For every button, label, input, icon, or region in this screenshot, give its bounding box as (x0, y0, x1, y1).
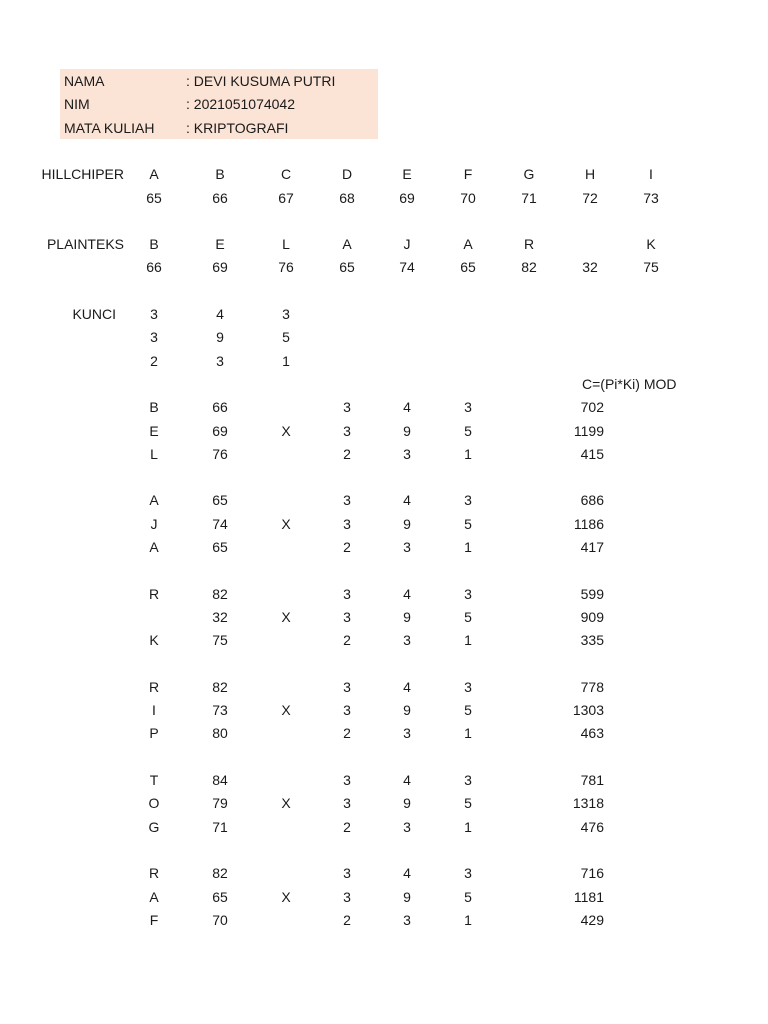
block-char: G (148, 818, 160, 835)
block-key-cell: 9 (403, 702, 411, 719)
block-code: 74 (212, 515, 228, 532)
plaintext-code: 69 (212, 259, 228, 276)
multiply-sign: X (281, 888, 291, 905)
alphabet-letter: F (463, 166, 473, 183)
block-key-cell: 4 (403, 865, 411, 882)
block-key-cell: 3 (464, 585, 472, 602)
block-key-cell: 1 (464, 445, 472, 462)
key-matrix-cell: 2 (150, 352, 158, 369)
block-key-cell: 4 (403, 772, 411, 788)
header-label: NAMA (64, 73, 105, 89)
alphabet-letter: I (649, 166, 653, 183)
block-code: 79 (212, 795, 228, 812)
block-code: 82 (212, 678, 228, 695)
block-key-cell: 3 (343, 702, 351, 719)
block-key-cell: 3 (464, 678, 472, 695)
block-key-cell: 3 (343, 585, 351, 602)
block-key-cell: 9 (403, 515, 411, 532)
block-key-cell: 3 (464, 399, 472, 416)
header-value: : KRIPTOGRAFI (186, 119, 289, 136)
block-result: 702 (580, 399, 604, 416)
block-key-cell: 2 (343, 911, 351, 928)
block-key-cell: 2 (343, 445, 351, 462)
block-code: 65 (212, 539, 228, 555)
block-char: I (152, 702, 156, 719)
block-result: 335 (580, 632, 604, 649)
block-result: 1186 (573, 515, 604, 532)
block-code: 66 (212, 399, 228, 416)
alphabet-code: 71 (521, 189, 537, 206)
plaintext-letter: B (149, 236, 159, 253)
plaintext-code: 65 (339, 259, 355, 276)
block-char: P (149, 725, 159, 742)
block-code: 32 (212, 608, 228, 625)
alphabet-letter: G (523, 166, 535, 183)
alphabet-code: 67 (278, 189, 294, 206)
block-char (124, 606, 184, 628)
alphabet-label: HILLCHIPER (41, 166, 124, 183)
block-key-cell: 3 (464, 865, 472, 882)
block-key-cell: 3 (403, 818, 411, 835)
plaintext-letter: J (403, 236, 411, 253)
block-key-cell: 3 (343, 772, 351, 788)
block-key-cell: 1 (464, 632, 472, 649)
block-key-cell: 3 (464, 492, 472, 509)
block-key-cell: 3 (403, 445, 411, 462)
plaintext-letter: A (463, 236, 473, 253)
block-result: 909 (580, 608, 604, 625)
plaintext-letter: L (282, 236, 290, 253)
block-result: 463 (580, 725, 604, 742)
alphabet-code: 68 (339, 189, 355, 206)
block-char: F (149, 911, 159, 928)
block-key-cell: 3 (343, 678, 351, 695)
block-key-cell: 5 (464, 795, 472, 812)
block-result: 716 (580, 865, 604, 882)
plaintext-letter: R (523, 236, 535, 253)
key-matrix-cell: 1 (282, 352, 290, 369)
block-key-cell: 2 (343, 539, 351, 555)
block-code: 65 (212, 888, 228, 905)
block-char: A (149, 492, 159, 509)
block-code: 82 (212, 865, 228, 882)
header-label: NIM (64, 96, 90, 113)
block-char: O (148, 795, 160, 812)
block-key-cell: 4 (403, 585, 411, 602)
block-char: A (149, 888, 159, 905)
block-key-cell: 1 (464, 539, 472, 555)
block-char: R (148, 865, 160, 882)
plaintext-letter: K (646, 236, 656, 253)
block-key-cell: 3 (343, 399, 351, 416)
block-key-cell: 9 (403, 608, 411, 625)
block-key-cell: 9 (403, 422, 411, 439)
alphabet-code: 66 (212, 189, 228, 206)
block-result: 1181 (573, 888, 604, 905)
block-key-cell: 1 (464, 818, 472, 835)
block-code: 76 (212, 445, 228, 462)
block-result: 1303 (572, 702, 604, 719)
block-key-cell: 3 (343, 492, 351, 509)
alphabet-code: 65 (146, 189, 162, 206)
block-result: 415 (580, 445, 604, 462)
block-char: R (148, 585, 160, 602)
block-key-cell: 2 (343, 632, 351, 649)
block-key-cell: 3 (464, 772, 472, 788)
block-key-cell: 3 (343, 608, 351, 625)
key-matrix-cell: 3 (216, 352, 224, 369)
key-matrix-cell: 3 (150, 306, 158, 322)
multiply-sign: X (281, 608, 291, 625)
block-char: E (149, 422, 159, 439)
block-char: A (149, 539, 159, 555)
plaintext-code: 74 (399, 259, 415, 276)
block-result: 778 (580, 678, 604, 695)
multiply-sign: X (281, 422, 291, 439)
block-key-cell: 5 (464, 608, 472, 625)
key-label: KUNCI (72, 306, 116, 322)
block-code: 73 (212, 702, 228, 719)
block-result: 417 (580, 539, 604, 555)
block-char: B (149, 399, 159, 416)
block-key-cell: 3 (343, 865, 351, 882)
block-char: J (150, 515, 158, 532)
block-char: T (149, 772, 159, 788)
block-char: L (150, 445, 158, 462)
block-code: 69 (212, 422, 228, 439)
block-result: 476 (580, 818, 604, 835)
block-key-cell: 3 (403, 911, 411, 928)
block-key-cell: 5 (464, 515, 472, 532)
block-key-cell: 3 (403, 539, 411, 555)
block-key-cell: 5 (464, 888, 472, 905)
header-label: MATA KULIAH (64, 119, 155, 136)
block-key-cell: 3 (343, 515, 351, 532)
block-result: 686 (580, 492, 604, 509)
alphabet-code: 73 (643, 189, 659, 206)
alphabet-letter: E (402, 166, 412, 183)
alphabet-letter: A (149, 166, 159, 183)
block-char: R (148, 678, 160, 695)
block-result: 599 (580, 585, 604, 602)
block-key-cell: 5 (464, 422, 472, 439)
block-key-cell: 3 (343, 888, 351, 905)
block-key-cell: 1 (464, 911, 472, 928)
block-key-cell: 1 (464, 725, 472, 742)
block-key-cell: 3 (343, 422, 351, 439)
block-result: 1199 (573, 422, 604, 439)
block-key-cell: 4 (403, 399, 411, 416)
block-result: 781 (580, 772, 604, 788)
block-char: K (149, 632, 159, 649)
block-key-cell: 9 (403, 795, 411, 812)
block-key-cell: 5 (464, 702, 472, 719)
block-code: 65 (212, 492, 228, 509)
block-key-cell: 4 (403, 678, 411, 695)
key-matrix-cell: 3 (282, 306, 290, 322)
key-matrix-cell: 4 (216, 306, 224, 322)
key-matrix-cell: 3 (150, 329, 158, 346)
block-key-cell: 2 (343, 818, 351, 835)
key-matrix-cell: 5 (282, 329, 290, 346)
block-result: 1318 (572, 795, 604, 812)
alphabet-code: 69 (399, 189, 415, 206)
formula: C=(Pi*Ki) MOD (582, 375, 677, 392)
block-key-cell: 3 (403, 725, 411, 742)
block-key-cell: 9 (403, 888, 411, 905)
block-code: 71 (212, 818, 228, 835)
alphabet-letter: B (215, 166, 225, 183)
plaintext-letter (560, 233, 620, 255)
alphabet-code: 70 (460, 189, 476, 206)
header-value: : 2021051074042 (186, 96, 295, 113)
alphabet-code: 72 (582, 189, 598, 206)
plaintext-letter: A (342, 236, 352, 253)
block-key-cell: 4 (403, 492, 411, 509)
alphabet-letter: H (584, 166, 596, 183)
plaintext-letter: E (215, 236, 225, 253)
key-matrix-cell: 9 (216, 329, 224, 346)
plaintext-code: 82 (521, 259, 537, 276)
plaintext-code: 75 (643, 259, 659, 276)
header-value: : DEVI KUSUMA PUTRI (186, 73, 336, 89)
block-key-cell: 2 (343, 725, 351, 742)
block-code: 82 (212, 585, 228, 602)
plaintext-code: 66 (146, 259, 162, 276)
alphabet-letter: D (341, 166, 353, 183)
multiply-sign: X (281, 515, 291, 532)
alphabet-letter: C (280, 166, 292, 183)
block-result: 429 (580, 911, 604, 928)
block-code: 80 (212, 725, 228, 742)
block-key-cell: 3 (403, 632, 411, 649)
plaintext-code: 65 (460, 259, 476, 276)
plaintext-code: 76 (278, 259, 294, 276)
block-code: 84 (212, 772, 228, 788)
block-code: 70 (212, 911, 228, 928)
multiply-sign: X (281, 702, 291, 719)
block-code: 75 (212, 632, 228, 649)
plaintext-code: 32 (582, 259, 598, 276)
plaintext-label: PLAINTEKS (46, 236, 124, 253)
block-key-cell: 3 (343, 795, 351, 812)
multiply-sign: X (281, 795, 291, 812)
